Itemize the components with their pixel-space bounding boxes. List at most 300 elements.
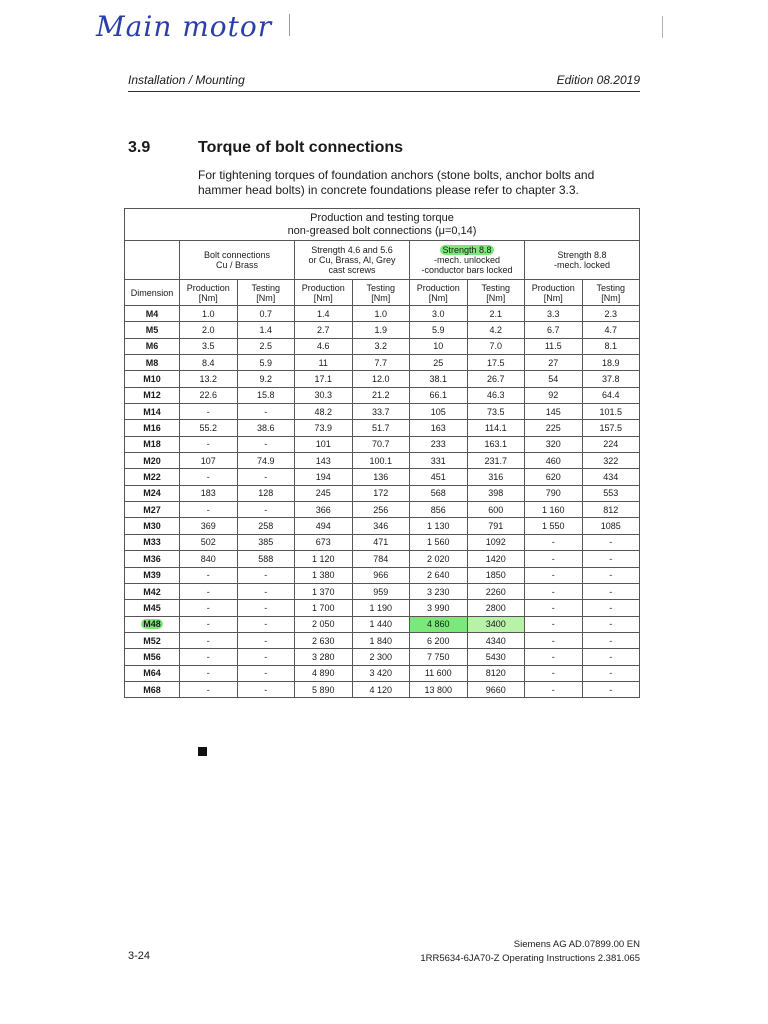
value-cell: 101.5 (582, 404, 640, 420)
dimension-cell (125, 600, 180, 616)
value-cell: 4.7 (582, 322, 640, 338)
value-cell: 1.0 (352, 306, 410, 322)
dimension-cell (125, 404, 180, 420)
header-edition: Edition 08.2019 (556, 73, 640, 87)
table-row (125, 681, 640, 697)
value-cell: 157.5 (582, 420, 640, 436)
column-header-unit: [Nm] (428, 292, 448, 303)
value-cell: 1420 (467, 551, 525, 567)
value-cell: 790 (525, 485, 583, 501)
dimension-cell (125, 355, 180, 371)
dimension-value: M14 (143, 406, 161, 417)
value-cell: - (237, 436, 295, 452)
dimension-cell (125, 502, 180, 518)
value-cell: - (525, 600, 583, 616)
value-cell: 8120 (467, 665, 525, 681)
value-cell: 114.1 (467, 420, 525, 436)
table-row (125, 453, 640, 469)
value-cell: 1 120 (295, 551, 353, 567)
group-header-line: or Cu, Brass, Al, Grey (308, 255, 396, 265)
dimension-cell (125, 469, 180, 485)
value-cell: 13.2 (180, 371, 238, 387)
dimension-cell (125, 567, 180, 583)
section-number: 3.9 (128, 139, 151, 156)
value-cell: 2 300 (352, 649, 410, 665)
dimension-value: M20 (143, 455, 161, 466)
page-header (128, 73, 640, 92)
dimension-value: M45 (143, 602, 161, 613)
value-cell: 3 280 (295, 649, 353, 665)
table-body (125, 306, 640, 698)
value-cell: - (237, 583, 295, 599)
value-cell: - (180, 583, 238, 599)
value-cell: 27 (525, 355, 583, 371)
header-chapter: Installation / Mounting (128, 73, 245, 87)
dimension-value: M42 (143, 586, 161, 597)
value-cell: 163 (410, 420, 468, 436)
dimension-value: M12 (143, 390, 161, 401)
value-cell: 2260 (467, 583, 525, 599)
value-cell: 8.1 (582, 338, 640, 354)
column-header-unit: [Nm] (371, 292, 391, 303)
dimension-value: M4 (145, 308, 159, 319)
table-row (125, 420, 640, 436)
column-header-row (125, 280, 640, 306)
group-header-0 (180, 241, 295, 280)
column-header-label: Testing (481, 282, 511, 293)
value-cell: 460 (525, 453, 583, 469)
value-cell: - (180, 616, 238, 632)
value-cell: - (180, 436, 238, 452)
value-cell: 258 (237, 518, 295, 534)
value-cell: 600 (467, 502, 525, 518)
testing-header (467, 280, 525, 306)
dimension-cell (125, 649, 180, 665)
value-cell: - (237, 600, 295, 616)
dimension-cell (125, 338, 180, 354)
value-cell: 4 860 (410, 616, 468, 632)
table-row (125, 404, 640, 420)
value-cell: 1 370 (295, 583, 353, 599)
value-cell: - (525, 551, 583, 567)
value-cell: 1 190 (352, 600, 410, 616)
dimension-value: M16 (143, 423, 161, 434)
value-cell: - (525, 681, 583, 697)
value-cell: 38.6 (237, 420, 295, 436)
value-cell: 101 (295, 436, 353, 452)
dimension-cell (125, 436, 180, 452)
dimension-cell (125, 665, 180, 681)
value-cell: - (180, 681, 238, 697)
dimension-cell (125, 322, 180, 338)
table-row (125, 322, 640, 338)
value-cell: 346 (352, 518, 410, 534)
value-cell: - (237, 649, 295, 665)
column-header-label: Testing (596, 282, 626, 293)
dimension-value: M24 (143, 488, 161, 499)
footer-line2: 1RR5634-6JA70-Z Operating Instructions 2.381.065 (420, 953, 640, 964)
dimension-cell (125, 616, 180, 632)
value-cell: - (582, 632, 640, 648)
dimension-cell (125, 306, 180, 322)
value-cell: 5430 (467, 649, 525, 665)
value-cell: 183 (180, 485, 238, 501)
dimension-value: M56 (143, 651, 161, 662)
value-cell: 1.0 (180, 306, 238, 322)
value-cell: 2 630 (295, 632, 353, 648)
value-cell: 9.2 (237, 371, 295, 387)
dimension-cell (125, 518, 180, 534)
value-cell: 2 020 (410, 551, 468, 567)
column-header-label: Production (531, 282, 575, 293)
value-cell: 3400 (467, 616, 525, 632)
table-row (125, 518, 640, 534)
value-cell: - (237, 567, 295, 583)
value-cell: 2 640 (410, 567, 468, 583)
value-cell: 48.2 (295, 404, 353, 420)
dimension-value: M10 (143, 374, 161, 385)
torque-table (124, 208, 640, 698)
table-row (125, 502, 640, 518)
value-cell: 92 (525, 387, 583, 403)
table-row (125, 583, 640, 599)
value-cell: 1 550 (525, 518, 583, 534)
value-cell: 385 (237, 534, 295, 550)
value-cell: 0.7 (237, 306, 295, 322)
table-row (125, 616, 640, 632)
column-header-unit: [Nm] (313, 292, 333, 303)
value-cell: 588 (237, 551, 295, 567)
value-cell: 1.4 (295, 306, 353, 322)
testing-header (582, 280, 640, 306)
testing-header (352, 280, 410, 306)
value-cell: 33.7 (352, 404, 410, 420)
value-cell: 8.4 (180, 355, 238, 371)
dimension-cell (125, 387, 180, 403)
value-cell: - (525, 632, 583, 648)
value-cell: 568 (410, 485, 468, 501)
dimension-value: M33 (143, 537, 161, 548)
value-cell: 231.7 (467, 453, 525, 469)
value-cell: 74.9 (237, 453, 295, 469)
footer-line1: Siemens AG AD.07899.00 EN (513, 939, 640, 950)
dimension-value: M27 (143, 504, 161, 515)
value-cell: 2 050 (295, 616, 353, 632)
value-cell: - (582, 583, 640, 599)
value-cell: 2.7 (295, 322, 353, 338)
section-title: Torque of bolt connections (198, 139, 404, 156)
table-row (125, 649, 640, 665)
value-cell: 3 990 (410, 600, 468, 616)
table-title-line1: Production and testing torque (310, 211, 454, 224)
column-header-label: Testing (366, 282, 396, 293)
value-cell: 100.1 (352, 453, 410, 469)
production-header (295, 280, 353, 306)
group-header-line: Strength 8.8 (557, 250, 607, 260)
value-cell: 13 800 (410, 681, 468, 697)
value-cell: 30.3 (295, 387, 353, 403)
page-footer (420, 938, 640, 966)
column-header-label: Production (186, 282, 230, 293)
dimension-cell (125, 485, 180, 501)
value-cell: 26.7 (467, 371, 525, 387)
value-cell: 331 (410, 453, 468, 469)
value-cell: - (582, 681, 640, 697)
value-cell: 51.7 (352, 420, 410, 436)
value-cell: - (237, 502, 295, 518)
value-cell: 6.7 (525, 322, 583, 338)
value-cell: 18.9 (582, 355, 640, 371)
value-cell: - (525, 567, 583, 583)
value-cell: 322 (582, 453, 640, 469)
value-cell: - (180, 567, 238, 583)
value-cell: 434 (582, 469, 640, 485)
dimension-cell (125, 453, 180, 469)
value-cell: 1.4 (237, 322, 295, 338)
value-cell: - (180, 502, 238, 518)
dimension-value: M68 (143, 684, 161, 695)
value-cell: 73.9 (295, 420, 353, 436)
value-cell: 451 (410, 469, 468, 485)
value-cell: 2800 (467, 600, 525, 616)
value-cell: - (582, 649, 640, 665)
table-row (125, 387, 640, 403)
bullet-square (198, 747, 207, 756)
group-header-2 (410, 241, 525, 280)
value-cell: 4340 (467, 632, 525, 648)
value-cell: 369 (180, 518, 238, 534)
value-cell: 163.1 (467, 436, 525, 452)
value-cell: 366 (295, 502, 353, 518)
value-cell: 256 (352, 502, 410, 518)
dimension-value: M8 (145, 357, 159, 368)
value-cell: 55.2 (180, 420, 238, 436)
value-cell: 12.0 (352, 371, 410, 387)
section-intro: For tightening torques of foundation anchors (stone bolts, anchor bolts and hammer head bolts) in concrete foundations please refer to chapter 3.3. (198, 168, 595, 197)
value-cell: 2.1 (467, 306, 525, 322)
table-row (125, 632, 640, 648)
value-cell: 54 (525, 371, 583, 387)
value-cell: 1 840 (352, 632, 410, 648)
table-row (125, 665, 640, 681)
group-header-line: cast screws (328, 265, 376, 275)
value-cell: 791 (467, 518, 525, 534)
value-cell: 502 (180, 534, 238, 550)
testing-header (237, 280, 295, 306)
production-header (525, 280, 583, 306)
value-cell: - (237, 681, 295, 697)
dimension-value: M39 (143, 570, 161, 581)
value-cell: 1 380 (295, 567, 353, 583)
column-header-unit: [Nm] (543, 292, 563, 303)
value-cell: - (525, 616, 583, 632)
dimension-header: Dimension (125, 280, 180, 306)
group-header-line: -conductor bars locked (421, 265, 513, 275)
table-row (125, 371, 640, 387)
value-cell: 5.9 (237, 355, 295, 371)
value-cell: 7.0 (467, 338, 525, 354)
value-cell: 784 (352, 551, 410, 567)
value-cell: 553 (582, 485, 640, 501)
value-cell: 620 (525, 469, 583, 485)
value-cell: 1 700 (295, 600, 353, 616)
handwritten-note: Main motor (96, 10, 273, 43)
value-cell: 194 (295, 469, 353, 485)
dimension-value: M30 (143, 521, 161, 532)
group-header-3 (525, 241, 640, 280)
value-cell: 105 (410, 404, 468, 420)
column-header-label: Testing (251, 282, 281, 293)
value-cell: 6 200 (410, 632, 468, 648)
dimension-cell (125, 371, 180, 387)
value-cell: 398 (467, 485, 525, 501)
value-cell: 3.3 (525, 306, 583, 322)
value-cell: - (237, 632, 295, 648)
page-number: 3-24 (128, 950, 151, 962)
value-cell: 233 (410, 436, 468, 452)
value-cell: 145 (525, 404, 583, 420)
value-cell: 1 560 (410, 534, 468, 550)
value-cell: - (180, 665, 238, 681)
value-cell: 11 600 (410, 665, 468, 681)
value-cell: 225 (525, 420, 583, 436)
dimension-value: M48 (143, 619, 161, 630)
dimension-cell (125, 534, 180, 550)
value-cell: 966 (352, 567, 410, 583)
column-header-unit: [Nm] (256, 292, 276, 303)
value-cell: 10 (410, 338, 468, 354)
group-header-row (125, 241, 640, 280)
group-header-line: Bolt connections (203, 250, 271, 260)
value-cell: 64.4 (582, 387, 640, 403)
value-cell: - (237, 665, 295, 681)
value-cell: - (237, 616, 295, 632)
value-cell: 245 (295, 485, 353, 501)
value-cell: - (237, 469, 295, 485)
value-cell: 3 420 (352, 665, 410, 681)
value-cell: 22.6 (180, 387, 238, 403)
column-header-unit: [Nm] (601, 292, 621, 303)
value-cell: 3.0 (410, 306, 468, 322)
value-cell: 37.8 (582, 371, 640, 387)
value-cell: - (180, 404, 238, 420)
value-cell: 2.0 (180, 322, 238, 338)
value-cell: 17.1 (295, 371, 353, 387)
table-row (125, 600, 640, 616)
value-cell: 66.1 (410, 387, 468, 403)
value-cell: 3.2 (352, 338, 410, 354)
table-row (125, 551, 640, 567)
value-cell: 2.3 (582, 306, 640, 322)
value-cell: - (582, 600, 640, 616)
pen-mark (662, 16, 663, 38)
group-header-line: -mech. unlocked (433, 255, 501, 265)
dimension-value: M6 (145, 341, 159, 352)
value-cell: 320 (525, 436, 583, 452)
value-cell: - (525, 649, 583, 665)
value-cell: - (525, 534, 583, 550)
table-row (125, 567, 640, 583)
value-cell: 38.1 (410, 371, 468, 387)
value-cell: 471 (352, 534, 410, 550)
value-cell: 812 (582, 502, 640, 518)
production-header (410, 280, 468, 306)
column-header-unit: [Nm] (486, 292, 506, 303)
value-cell: 7 750 (410, 649, 468, 665)
value-cell: - (582, 551, 640, 567)
dimension-cell (125, 583, 180, 599)
table-title (125, 209, 640, 241)
value-cell: - (237, 404, 295, 420)
dimension-value: M18 (143, 439, 161, 450)
value-cell: 673 (295, 534, 353, 550)
table-row (125, 436, 640, 452)
value-cell: 11.5 (525, 338, 583, 354)
value-cell: 172 (352, 485, 410, 501)
value-cell: 46.3 (467, 387, 525, 403)
value-cell: 3 230 (410, 583, 468, 599)
table-row (125, 306, 640, 322)
dimension-value: M22 (143, 472, 161, 483)
dimension-group-cell (125, 241, 180, 280)
value-cell: - (525, 665, 583, 681)
value-cell: 143 (295, 453, 353, 469)
value-cell: - (582, 534, 640, 550)
value-cell: 1.9 (352, 322, 410, 338)
dimension-cell (125, 681, 180, 697)
dimension-cell (125, 551, 180, 567)
value-cell: 5 890 (295, 681, 353, 697)
dimension-cell (125, 420, 180, 436)
column-header-label: Production (416, 282, 460, 293)
value-cell: 21.2 (352, 387, 410, 403)
value-cell: - (525, 583, 583, 599)
value-cell: 494 (295, 518, 353, 534)
table-row (125, 469, 640, 485)
value-cell: 3.5 (180, 338, 238, 354)
value-cell: 316 (467, 469, 525, 485)
value-cell: 25 (410, 355, 468, 371)
value-cell: 4.2 (467, 322, 525, 338)
table-row (125, 338, 640, 354)
value-cell: 11 (295, 355, 353, 371)
value-cell: 1850 (467, 567, 525, 583)
group-header-1 (295, 241, 410, 280)
dimension-value: M36 (143, 553, 161, 564)
pen-mark (289, 14, 290, 36)
value-cell: 5.9 (410, 322, 468, 338)
value-cell: 4.6 (295, 338, 353, 354)
value-cell: 959 (352, 583, 410, 599)
value-cell: - (582, 616, 640, 632)
value-cell: - (582, 567, 640, 583)
table-row (125, 355, 640, 371)
value-cell: 73.5 (467, 404, 525, 420)
group-header-line: Strength 8.8 (442, 245, 492, 255)
value-cell: 17.5 (467, 355, 525, 371)
value-cell: 2.5 (237, 338, 295, 354)
dimension-value: M64 (143, 668, 161, 679)
value-cell: 1 440 (352, 616, 410, 632)
value-cell: 128 (237, 485, 295, 501)
value-cell: 9660 (467, 681, 525, 697)
value-cell: 1 160 (525, 502, 583, 518)
value-cell: 15.8 (237, 387, 295, 403)
group-header-line: Cu / Brass (215, 260, 258, 270)
value-cell: 7.7 (352, 355, 410, 371)
value-cell: - (582, 665, 640, 681)
value-cell: 70.7 (352, 436, 410, 452)
